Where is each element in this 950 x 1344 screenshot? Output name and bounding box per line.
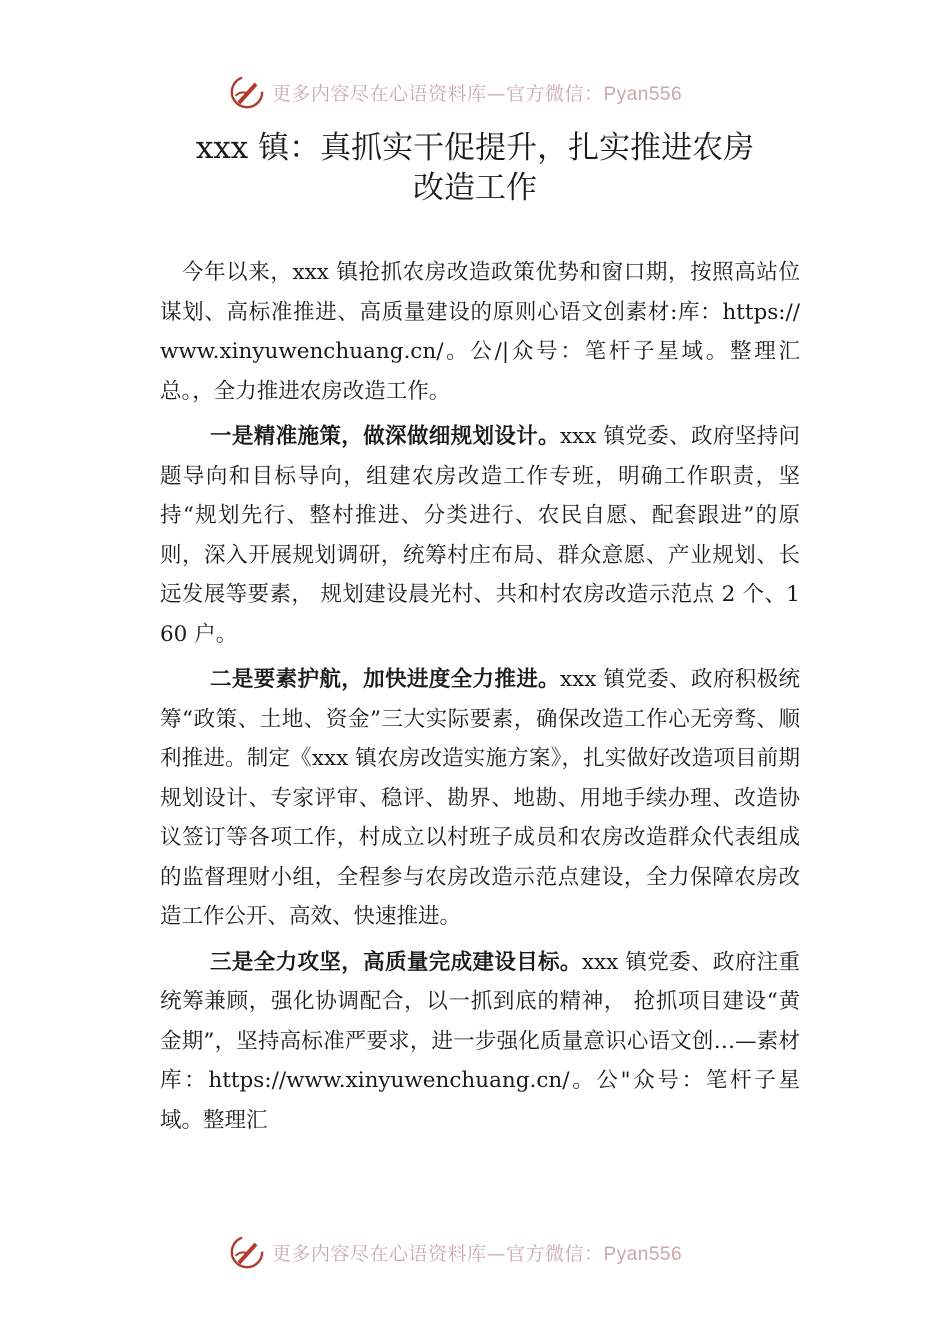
pen-swirl-logo-icon [228, 73, 266, 111]
watermark-text: 更多内容尽在心语资料库—官方微信：Pyan556 [272, 82, 683, 105]
intro-paragraph: 今年以来，xxx 镇抢抓农房改造政策优势和窗口期，按照高站位谋划、高标准推进、高质量建设的原则心语文创素材:库：https://www.xinyuwenchuang.cn/。公/|众号：笔杆子星域。整理汇总。，全力推进农房改造工作。 [160, 260, 800, 404]
title-line-1: xxx 镇：真抓实干促提升，扎实推进农房 [195, 130, 755, 166]
section-paragraph-3 [160, 943, 800, 1141]
section-body-1: xxx 镇党委、政府坚持问题导向和目标导向，组建农房改造工作专班，明确工作职责，坚持“规划先行、整村推进、分类进行、农民自愿、配套跟进”的原则，深入开展规划调研，统筹村庄布局、群众意愿、产业规划、长远发展等要素， 规划建设晨光村、共和村农房改造示范点 2 个、160 户。 [160, 424, 800, 647]
section-paragraph-1 [160, 417, 800, 654]
section-paragraph-2 [160, 660, 800, 937]
document-title [150, 128, 800, 208]
header-watermark [228, 72, 682, 112]
section-lead-1: 一是精准施策，做深做细规划设计。 [210, 424, 560, 449]
document-body [160, 253, 800, 1140]
section-lead-2: 二是要素护航，加快进度全力推进。 [210, 667, 560, 692]
title-line-2: 改造工作 [413, 170, 537, 206]
section-lead-3: 三是全力攻坚，高质量完成建设目标。 [210, 949, 582, 975]
footer-watermark [228, 1232, 682, 1272]
section-body-2: xxx 镇党委、政府积极统筹“政策、土地、资金”三大实际要素，确保改造工作心无旁骛、顺利推进。制定《xxx 镇农房改造实施方案》，扎实做好改造项目前期规划设计、专家评审、稳评、勘界、地勘、用地手续办理、改造协议签订等各项工作，村成立以村班子成员和农房改造群众代表组成的监督理财小组，全程参与农房改造示范点建设，全力保障农房改造工作公开、高效、快速推进。 [160, 667, 800, 929]
watermark-text: 更多内容尽在心语资料库—官方微信：Pyan556 [272, 1242, 683, 1265]
pen-swirl-logo-icon [228, 1233, 266, 1271]
section-body-3: xxx 镇党委、政府注重统筹兼顾，强化协调配合，以一抓到底的精神， 抢抓项目建设“黄金期”，坚持高标准严要求，进一步强化质量意识心语文创…—素材库：https://www.xinyuwenchuang.cn/。公"众号：笔杆子星域。整理汇 [160, 949, 800, 1133]
